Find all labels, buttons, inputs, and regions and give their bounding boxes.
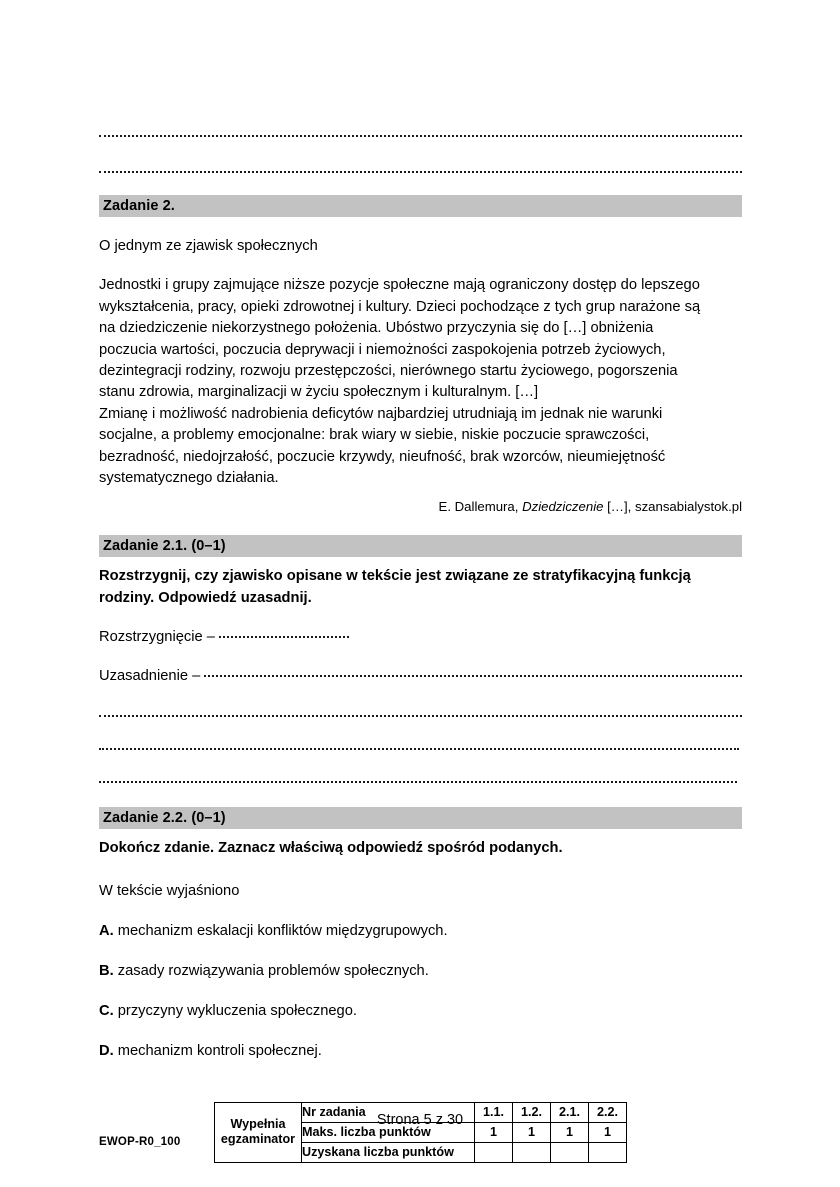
task2-lead: O jednym ze zjawisk społecznych bbox=[99, 238, 318, 254]
top-answer-lines bbox=[99, 0, 742, 173]
task-no-1-2: 1.2. bbox=[513, 1102, 551, 1122]
passage-line: socjalne, a problemy emocjonalne: brak wiary w siebie, niskie poczucie sprawczości, bbox=[99, 427, 650, 444]
source-citation bbox=[99, 497, 742, 516]
section-header-task2-2: Zadanie 2.2. (0–1) bbox=[99, 807, 742, 829]
prompt-line: Dokończ zdanie. Zaznacz właściwą odpowiedź spośród podanych. bbox=[99, 840, 563, 857]
answer-line[interactable] bbox=[99, 750, 742, 783]
passage-line: na dziedziczenie niekorzystnego położenia. Ubóstwo przyczynia się do […] obniżenia bbox=[99, 320, 654, 337]
task-no-2-1: 2.1. bbox=[551, 1102, 589, 1122]
answer-line[interactable] bbox=[99, 137, 742, 173]
answer-line[interactable] bbox=[99, 684, 742, 717]
task2-1-prompt bbox=[99, 566, 742, 609]
page-number: Strona 5 z 30 bbox=[376, 1112, 464, 1128]
task-no-1-1: 1.1. bbox=[475, 1102, 513, 1122]
max-points-1-2: 1 bbox=[513, 1122, 551, 1142]
row-label-obtained-points: Uzyskana liczba punktów bbox=[302, 1142, 475, 1162]
option-text: zasady rozwiązywania problemów społecznych. bbox=[113, 962, 429, 979]
examiner-label-line2: egzaminator bbox=[220, 1132, 296, 1147]
max-points-1-1: 1 bbox=[475, 1122, 513, 1142]
answer-line[interactable] bbox=[99, 101, 742, 137]
citation-title: Dziedziczenie bbox=[522, 499, 604, 515]
prompt-line: rodziny. Odpowiedź uzasadnij. bbox=[99, 589, 312, 606]
citation-author: E. Dallemura, bbox=[438, 499, 523, 515]
passage-line: poczucia wartości, poczucia deprywacji i niemożności zaspokojenia potrzeb życiowych, bbox=[99, 341, 666, 358]
examiner-label-line1: Wypełnia bbox=[230, 1117, 286, 1132]
dotted-rule bbox=[99, 171, 742, 173]
row-label-task-no: Nr zadania bbox=[302, 1102, 475, 1122]
row-label-max-points: Maks. liczba punktów bbox=[302, 1122, 475, 1142]
passage-line: bezradność, niedojrzałość, poczucie krzywdy, nieufność, brak wzorców, nieumiejętność bbox=[99, 448, 666, 465]
dotted-rule bbox=[204, 675, 742, 677]
dotted-rule bbox=[99, 748, 739, 750]
passage-line: Jednostki i grupy zajmujące niższe pozycje społeczne mają ograniczony dostęp do lepszego bbox=[99, 277, 700, 294]
option-text: przyczyny wykluczenia społecznego. bbox=[113, 1002, 357, 1019]
answer-line[interactable] bbox=[99, 717, 742, 750]
option-letter: C. bbox=[99, 1002, 114, 1019]
option-c[interactable] bbox=[99, 1001, 742, 1022]
task2-passage-part1 bbox=[99, 275, 742, 403]
decision-label: Rozstrzygnięcie – bbox=[99, 629, 219, 646]
passage-line: dezintegracji rodziny, rozwoju przestępczości, nierównego startu życiowego, pogorszenia bbox=[99, 363, 678, 380]
task2-2-prompt bbox=[99, 838, 742, 860]
option-text: mechanizm eskalacji konfliktów międzygrupowych. bbox=[113, 922, 448, 939]
sheet-code: EWOP-R0_100 bbox=[99, 1136, 181, 1148]
task-no-2-2: 2.2. bbox=[589, 1102, 627, 1122]
passage-line: wykształcenia, pracy, opieki zdrowotnej i kultury. Dzieci pochodzące z tych grup narażone są bbox=[99, 298, 701, 315]
section-header-task2-1: Zadanie 2.1. (0–1) bbox=[99, 535, 742, 557]
max-points-2-1: 1 bbox=[551, 1122, 589, 1142]
dotted-rule bbox=[99, 135, 742, 137]
prompt-line: Rozstrzygnij, czy zjawisko opisane w tekście jest związane ze stratyfikacyjną funkcją bbox=[99, 568, 691, 585]
passage-line: Zmianę i możliwość nadrobienia deficytów najbardziej utrudniają im jednak nie warunki bbox=[99, 405, 663, 422]
option-letter: B. bbox=[99, 962, 114, 979]
option-a[interactable] bbox=[99, 921, 742, 942]
option-letter: A. bbox=[99, 922, 114, 939]
page-footer bbox=[0, 1112, 840, 1158]
dotted-rule bbox=[99, 715, 742, 717]
page-content bbox=[99, 0, 742, 1163]
dotted-rule bbox=[99, 781, 737, 783]
option-letter: D. bbox=[99, 1042, 114, 1059]
passage-line: stanu zdrowia, marginalizacji w życiu społecznym i kulturalnym. […] bbox=[99, 384, 539, 401]
option-text: mechanizm kontroli społecznej. bbox=[113, 1042, 322, 1059]
justification-field bbox=[99, 668, 742, 783]
justification-label: Uzasadnienie – bbox=[99, 668, 205, 685]
passage-line: systematycznego działania. bbox=[99, 470, 279, 487]
decision-field[interactable] bbox=[99, 627, 742, 648]
decision-answer-blank[interactable] bbox=[219, 636, 349, 638]
max-points-2-2: 1 bbox=[589, 1122, 627, 1142]
task2-passage-part2 bbox=[99, 404, 742, 490]
task2-2-stem: W tekście wyjaśniono bbox=[99, 882, 240, 899]
section-header-task2: Zadanie 2. bbox=[99, 195, 742, 217]
citation-tail: […], szansabialystok.pl bbox=[603, 499, 742, 515]
option-b[interactable] bbox=[99, 961, 742, 982]
justification-first-line[interactable] bbox=[99, 668, 742, 684]
option-d[interactable] bbox=[99, 1041, 742, 1062]
